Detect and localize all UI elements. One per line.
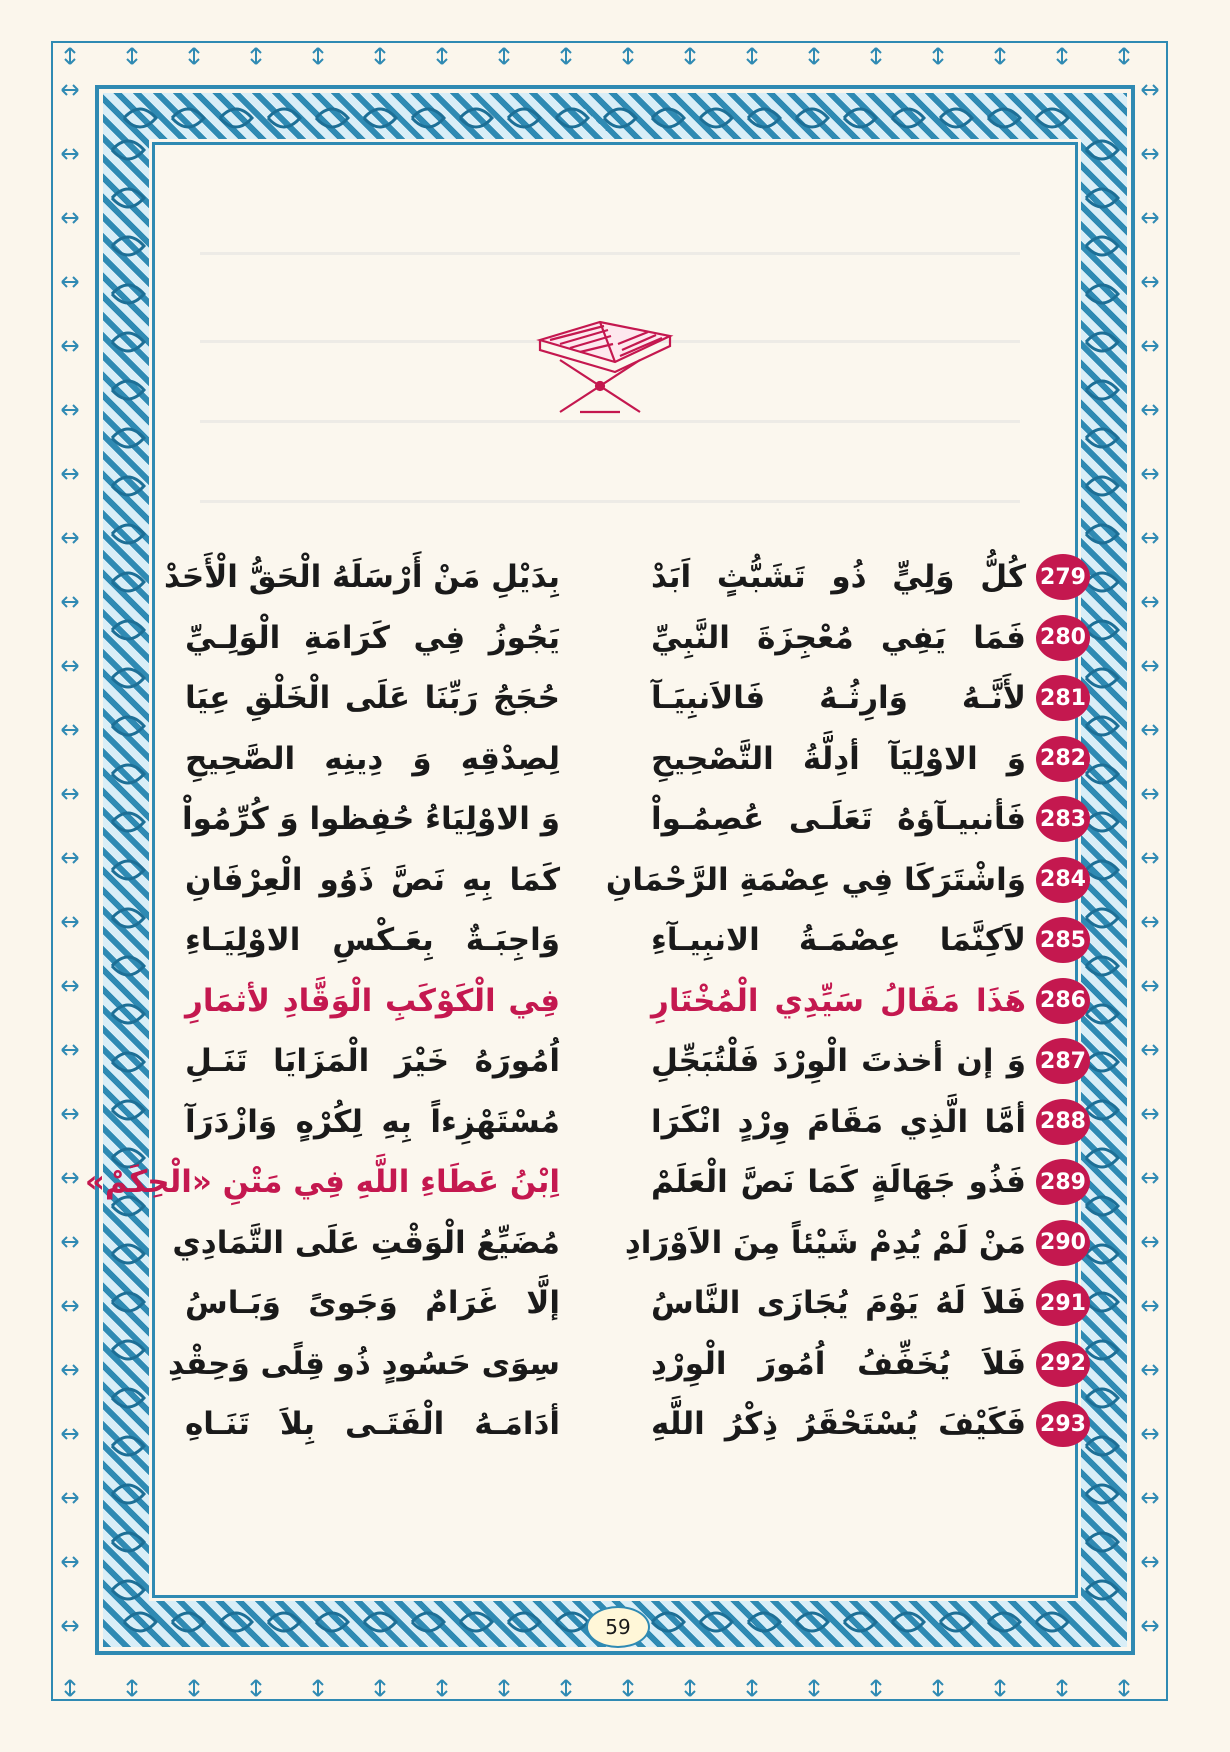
verse-second-hemistich: اِبْنُ عَطَاءِ اللَّهِ فِي مَتْنِ «الْحِكَمْ»	[84, 1164, 560, 1200]
verse-second-hemistich: مُضَيِّعُ الْوَقْتِ عَلَى التَّمَادِي	[172, 1224, 560, 1261]
verse-first-hemistich: هَذَا مَقَالُ سَيِّدِي الْمُخْتَارِ	[651, 982, 1026, 1019]
verse-row	[170, 1399, 1090, 1457]
verse-row	[170, 673, 1090, 731]
verse-first-hemistich: فَأنبيـآؤهُ تَعَلَـى عُصِمُـواْ	[651, 801, 1026, 837]
verse-first-hemistich: فَمَا يَفِي مُعْجِزَةَ النَّبِيِّ	[651, 619, 1026, 656]
verse-number-badge: 287	[1036, 1038, 1090, 1084]
verse-number-badge: 289	[1036, 1159, 1090, 1205]
verse-number-badge: 292	[1036, 1341, 1090, 1387]
verse-row	[170, 613, 1090, 671]
page-number: 59	[586, 1606, 650, 1648]
verse-first-hemistich: وَ الاوْلِيَآ أدِلَّةُ التَّصْحِيحِ	[651, 740, 1026, 777]
verse-second-hemistich: فِي الْكَوْكَبِ الْوَقَّادِ لأثمَارِ	[185, 982, 560, 1019]
verse-second-hemistich: أدَامَـهُ الْفَتَـى بِلاَ تَنَـاهِ	[185, 1406, 560, 1442]
verse-second-hemistich: إلَّا غَرَامٌ وَجَوىً وَبَـاسُ	[185, 1285, 560, 1321]
verse-row	[170, 1097, 1090, 1155]
verse-second-hemistich: يَجُوزُ فِي كَرَامَةِ الْوَلِـيِّ	[185, 619, 560, 656]
verse-first-hemistich: فَذُو جَهَالَةٍ كَمَا نَصَّ الْعَلَمْ	[651, 1164, 1026, 1200]
verse-number-badge: 281	[1036, 675, 1090, 721]
verse-second-hemistich: سِوَى حَسُودٍ ذُو قِلًى وَحِقْدِ	[167, 1345, 560, 1382]
verse-number-badge: 283	[1036, 796, 1090, 842]
verse-row	[163, 552, 1090, 610]
verse-first-hemistich: وَ إن أخذتَ الْوِرْدَ فَلْتُبَجِّلِ	[651, 1043, 1026, 1079]
verse-number-badge: 286	[1036, 978, 1090, 1024]
verse-row	[170, 1218, 1090, 1276]
verse-row	[170, 1036, 1090, 1094]
verse-row	[170, 976, 1090, 1034]
verse-first-hemistich: فَلاَ يُخَفِّفُ اُمُورَ الْوِرْدِ	[651, 1345, 1026, 1382]
verse-second-hemistich: مُسْتَهْزِءاً بِهِ لِكُرْهٍ وَازْدَرَآ	[185, 1103, 560, 1140]
verse-number-badge: 290	[1036, 1220, 1090, 1266]
verse-number-badge: 285	[1036, 917, 1090, 963]
verse-number-badge: 293	[1036, 1401, 1090, 1447]
verse-first-hemistich: لاَكِنَّمَا عِصْمَـةُ الانبِيـآءِ	[651, 922, 1026, 958]
verse-number-badge: 284	[1036, 857, 1090, 903]
verse-number-badge: 280	[1036, 615, 1090, 661]
verse-row	[170, 855, 1090, 913]
verse-number-badge: 282	[1036, 736, 1090, 782]
verse-first-hemistich: وَاشْتَرَكَا فِي عِصْمَةِ الرَّحْمَانِ	[605, 861, 1026, 898]
verse-first-hemistich: فَلاَ لَهُ يَوْمَ يُجَازَى النَّاسُ	[651, 1285, 1026, 1321]
verse-first-hemistich: أمَّا الَّذِي مَقَامَ وِرْدٍ انْكَرَا	[651, 1103, 1026, 1140]
verse-second-hemistich: وَاجِبَـةٌ بِعَـكْسِ الاوْلِيَـاءِ	[185, 922, 560, 958]
verse-row	[170, 1278, 1090, 1336]
verse-first-hemistich: لأَنَّـهُ وَارِثُـهُ فَالاَنبِيَـآ	[651, 680, 1026, 716]
verse-second-hemistich: اُمُورَهُ خَيْرَ الْمَزَايَا تَنَـلِ	[185, 1043, 560, 1079]
verse-second-hemistich: حُجَجُ رَبِّنَا عَلَى الْخَلْقِ عِيَا	[185, 680, 560, 716]
verse-first-hemistich: فَكَيْفَ يُسْتَحْقَرُ ذِكْرُ اللَّهِ	[651, 1406, 1026, 1442]
quran-stand-icon	[520, 300, 690, 430]
verse-row	[167, 1339, 1090, 1397]
verse-second-hemistich: كَمَا بِهِ نَصَّ ذَوُو الْعِرْفَانِ	[185, 861, 560, 898]
verse-second-hemistich: لِصِدْقِهِ وَ دِينِهِ الصَّحِيحِ	[185, 740, 560, 777]
verse-second-hemistich: وَ الاوْلِيَاءُ حُفِظوا وَ كُرِّمُواْ	[182, 801, 560, 837]
verse-first-hemistich: كُلُّ وَلِيٍّ ذُو تَشَبُّثٍ اَبَدْ	[651, 559, 1026, 595]
verse-row	[84, 1157, 1090, 1215]
verse-number-badge: 288	[1036, 1099, 1090, 1145]
verse-row	[170, 734, 1090, 792]
verse-row	[170, 915, 1090, 973]
verse-number-badge: 279	[1036, 554, 1090, 600]
verse-number-badge: 291	[1036, 1280, 1090, 1326]
verse-second-hemistich: بِدَيْلِ مَنْ أَرْسَلَهُ الْحَقُّ الْأَحَدْ	[163, 559, 560, 595]
verse-first-hemistich: مَنْ لَمْ يُدِمْ شَيْئاً مِنَ الاَوْرَادِ	[624, 1224, 1026, 1261]
verse-row	[170, 794, 1090, 852]
